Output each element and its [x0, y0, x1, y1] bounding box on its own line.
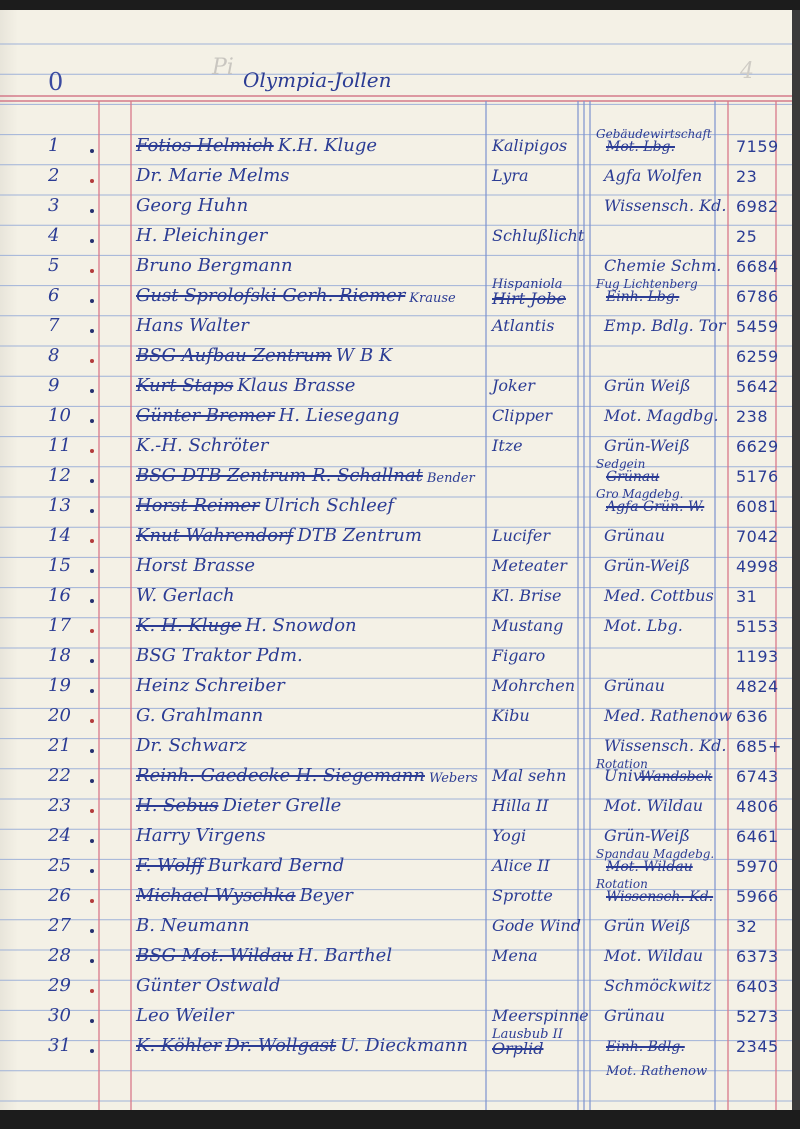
name: K.H. Kluge — [277, 135, 378, 156]
row-dot — [90, 149, 94, 153]
row-number: 28 — [48, 945, 71, 966]
place: Mot. Lbg. — [604, 616, 683, 635]
place-above: Fug Lichtenberg — [596, 277, 698, 291]
name: Dieter Grelle — [222, 795, 342, 816]
row-dot — [90, 899, 94, 903]
name-struck: Kurt Staps — [136, 375, 234, 396]
sail-number: 636 — [736, 707, 769, 726]
row-number: 4 — [48, 225, 60, 246]
boat-name: Hilla II — [492, 796, 549, 815]
place: Grün-Weiß — [604, 556, 690, 575]
place-struck: Wissensch. Kd. — [606, 889, 714, 905]
sail-number: 6743 — [736, 767, 779, 786]
row-dot — [90, 779, 94, 783]
place: Grünau — [604, 1006, 665, 1025]
name-struck: H. Sebus — [136, 795, 219, 816]
place: Mot. Wildau — [604, 796, 704, 815]
place: Grünau — [604, 676, 665, 695]
place: Mot. Wildau — [604, 946, 704, 965]
row-dot — [90, 659, 94, 663]
row-dot — [90, 389, 94, 393]
name: Dr. Marie Melms — [136, 165, 290, 186]
place: Grünau — [604, 526, 665, 545]
row-number: 13 — [48, 495, 71, 516]
name: W B K — [335, 345, 393, 366]
row-dot — [90, 959, 94, 963]
place: Mot. Magdbg. — [604, 406, 719, 425]
sail-number: 5153 — [736, 617, 779, 636]
sail-number: 5642 — [736, 377, 779, 396]
row-dot — [90, 329, 94, 333]
sail-number: 5966 — [736, 887, 779, 906]
sail-number: 23 — [736, 167, 758, 186]
row-number: 10 — [48, 405, 71, 426]
place-struck: Einh. Bdlg. — [606, 1039, 685, 1055]
place-above: Gebäudewirtschaft — [596, 127, 712, 141]
row-number: 18 — [48, 645, 71, 666]
row-dot — [90, 569, 94, 573]
row-dot — [90, 929, 94, 933]
row-dot — [90, 299, 94, 303]
name: DTB Zentrum — [297, 525, 422, 546]
boat-name: Kibu — [492, 706, 530, 725]
row-dot — [90, 239, 94, 243]
name-struck: K.-H. Kluge — [136, 615, 242, 636]
row-dot — [90, 749, 94, 753]
boat-above: Lausbub II — [492, 1027, 563, 1042]
place-struck: Mot. Wildau — [606, 859, 693, 875]
sail-number: 4998 — [736, 557, 779, 576]
place-below: Mot. Rathenow — [606, 1064, 708, 1079]
sail-number: 6461 — [736, 827, 779, 846]
row-number: 26 — [48, 885, 71, 906]
boat-name: Sprotte — [492, 886, 553, 905]
name: Horst Brasse — [136, 555, 256, 576]
sail-number: 1193 — [736, 647, 779, 666]
sail-number: 4806 — [736, 797, 779, 816]
boat-struck: Hirt Jobe — [492, 289, 566, 308]
name: G. Grahlmann — [136, 705, 264, 726]
name-struck: Dr. Wollgast — [225, 1035, 337, 1056]
row-dot — [90, 419, 94, 423]
sail-number: 6259 — [736, 347, 779, 366]
row-number: 21 — [48, 735, 71, 756]
row-number: 16 — [48, 585, 71, 606]
row-dot — [90, 839, 94, 843]
row-number: 2 — [48, 165, 60, 186]
name: Harry Virgens — [136, 825, 266, 846]
row-dot — [90, 599, 94, 603]
name: H. Pleichinger — [136, 225, 268, 246]
boat-name: Mustang — [492, 616, 564, 635]
row-dot — [90, 869, 94, 873]
place-struck: Wandsbek — [640, 769, 713, 785]
boat-name: Alice II — [492, 856, 550, 875]
boat-name: Meteater — [492, 556, 567, 575]
sail-number: 6081 — [736, 497, 779, 516]
faint-header-text: Pi — [212, 55, 234, 80]
boat-above: Hispaniola — [492, 277, 563, 292]
row-number: 22 — [48, 765, 71, 786]
boat-name: Kalipigos — [492, 136, 568, 155]
row-number: 6 — [48, 285, 60, 306]
place-struck: Mot. Lbg. — [606, 139, 675, 155]
sail-number: 5459 — [736, 317, 779, 336]
row-number: 5 — [48, 255, 60, 276]
boat-name: Clipper — [492, 406, 553, 425]
row-number: 19 — [48, 675, 71, 696]
boat-name: Lucifer — [492, 526, 551, 545]
name-struck: BSG Aufbau Zentrum — [136, 345, 332, 366]
name-struck: Knut Wahrendorf — [136, 525, 294, 546]
row-dot — [90, 269, 94, 273]
name-struck: Gust Sprolofski Gerh. Riemer — [136, 285, 406, 306]
place: Agfa Wolfen — [604, 166, 703, 185]
name-struck: Reinh. Gaedecke H. Siegemann — [136, 765, 425, 786]
row-number: 20 — [48, 705, 71, 726]
name: W. Gerlach — [136, 585, 235, 606]
boat-name: Figaro — [492, 646, 546, 665]
name: K.-H. Schröter — [136, 435, 269, 456]
row-dot — [90, 719, 94, 723]
place: Wissensch. Kd. — [604, 736, 727, 755]
place-above: Rotation — [596, 877, 648, 891]
page-number-mark: 0 — [48, 68, 64, 96]
name-struck: F. Wolff — [136, 855, 204, 876]
row-number: 27 — [48, 915, 71, 936]
row-number: 9 — [48, 375, 60, 396]
place: Wissensch. Kd. — [604, 196, 727, 215]
name: Georg Huhn — [136, 195, 249, 216]
boat-name: Gode Wind — [492, 916, 582, 935]
name: Bender — [426, 471, 475, 486]
row-number: 8 — [48, 345, 60, 366]
row-dot — [90, 539, 94, 543]
boat-name: Schlußlicht — [492, 226, 585, 245]
place: Grün Weiß — [604, 376, 691, 395]
sail-number: 5273 — [736, 1007, 779, 1026]
ledger-page — [0, 10, 792, 1110]
place: Grün-Weiß — [604, 436, 690, 455]
place-above: Gro Magdebg. — [596, 487, 684, 501]
faint-corner-text: 4 — [740, 59, 754, 84]
place-struck: Einh. Lbg. — [606, 289, 680, 305]
boat-name: Mohrchen — [492, 676, 576, 695]
row-number: 3 — [48, 195, 60, 216]
name: BSG Traktor Pdm. — [136, 645, 303, 666]
place: Chemie Schm. — [604, 256, 722, 275]
page-edge — [792, 10, 800, 1110]
boat-struck: Orplid — [492, 1039, 544, 1058]
name: U. Dieckmann — [340, 1035, 468, 1056]
boat-name: Atlantis — [492, 316, 555, 335]
row-dot — [90, 809, 94, 813]
name: H. Barthel — [297, 945, 393, 966]
place: Univ. — [604, 766, 646, 785]
name-struck: Günter Bremer — [136, 405, 275, 426]
boat-name: Yogi — [492, 826, 527, 845]
place: Grün-Weiß — [604, 826, 690, 845]
place: Med. Rathenow — [604, 706, 733, 725]
name: Klaus Brasse — [237, 375, 356, 396]
name: B. Neumann — [136, 915, 250, 936]
place: Schmöckwitz — [604, 976, 712, 995]
row-dot — [90, 479, 94, 483]
name: H. Liesegang — [278, 405, 400, 426]
name: Günter Ostwald — [136, 975, 281, 996]
place-struck: Agfa Grün. W. — [606, 499, 705, 515]
boat-name: Itze — [492, 436, 523, 455]
name: Dr. Schwarz — [136, 735, 247, 756]
name: Bruno Bergmann — [136, 255, 293, 276]
sail-number: 6373 — [736, 947, 779, 966]
sail-number: 25 — [736, 227, 758, 246]
row-number: 1 — [48, 135, 60, 156]
sail-number: 6684 — [736, 257, 779, 276]
place: Emp. Bdlg. Tor — [604, 316, 726, 335]
sail-number: 4824 — [736, 677, 779, 696]
name: Webers — [428, 771, 478, 786]
row-dot — [90, 989, 94, 993]
name: Leo Weiler — [136, 1005, 234, 1026]
sail-number: 7159 — [736, 137, 779, 156]
name: Beyer — [299, 885, 353, 906]
name: Hans Walter — [136, 315, 249, 336]
name-struck: Michael Wyschka — [136, 885, 296, 906]
row-number: 24 — [48, 825, 71, 846]
sail-number: 6629 — [736, 437, 779, 456]
boat-name: Lyra — [492, 166, 529, 185]
place-above: Sedgein — [596, 457, 646, 471]
name-struck: K. Köhler — [136, 1035, 222, 1056]
sail-number: 6403 — [736, 977, 779, 996]
row-number: 30 — [48, 1005, 71, 1026]
row-number: 23 — [48, 795, 71, 816]
row-number: 14 — [48, 525, 71, 546]
sail-number: 32 — [736, 917, 758, 936]
name: H. Snowdon — [245, 615, 357, 636]
row-number: 7 — [48, 315, 60, 336]
row-dot — [90, 629, 94, 633]
row-number: 12 — [48, 465, 71, 486]
sail-number: 5176 — [736, 467, 779, 486]
sail-number: 5970 — [736, 857, 779, 876]
sail-number: 7042 — [736, 527, 779, 546]
place: Grün Weiß — [604, 916, 691, 935]
row-dot — [90, 449, 94, 453]
boat-name: Joker — [492, 376, 535, 395]
place-above: Spandau Magdebg. — [596, 847, 715, 861]
sail-number: 238 — [736, 407, 769, 426]
row-dot — [90, 209, 94, 213]
name-struck: BSG Mot. Wildau — [136, 945, 294, 966]
boat-name: Kl. Brise — [492, 586, 562, 605]
sail-number: 6786 — [736, 287, 779, 306]
row-number: 17 — [48, 615, 71, 636]
place: Med. Cottbus — [604, 586, 714, 605]
sail-number: 2345 — [736, 1037, 779, 1056]
row-dot — [90, 689, 94, 693]
name: Ulrich Schleef — [263, 495, 395, 516]
row-dot — [90, 1049, 94, 1053]
name-struck: Fotios Helmich — [136, 135, 274, 156]
sail-number: 685+ — [736, 737, 782, 756]
page-title: Olympia-Jollen — [243, 68, 392, 92]
row-dot — [90, 179, 94, 183]
row-number: 11 — [48, 435, 71, 456]
boat-name: Mal sehn — [492, 766, 567, 785]
name: Burkard Bernd — [207, 855, 345, 876]
row-dot — [90, 359, 94, 363]
row-number: 15 — [48, 555, 71, 576]
name-struck: BSG DTB Zentrum R. Schallnat — [136, 465, 423, 486]
boat-name: Meerspinne — [492, 1006, 589, 1025]
sail-number: 6982 — [736, 197, 779, 216]
row-number: 31 — [48, 1035, 71, 1056]
row-number: 25 — [48, 855, 71, 876]
row-dot — [90, 509, 94, 513]
row-dot — [90, 1019, 94, 1023]
place-above: Rotation — [596, 757, 648, 771]
name-struck: Horst Reimer — [136, 495, 260, 516]
boat-name: Mena — [492, 946, 538, 965]
row-number: 29 — [48, 975, 71, 996]
sail-number: 31 — [736, 587, 758, 606]
name: Krause — [409, 291, 456, 306]
place-struck: Grünau — [606, 469, 660, 485]
name: Heinz Schreiber — [136, 675, 285, 696]
